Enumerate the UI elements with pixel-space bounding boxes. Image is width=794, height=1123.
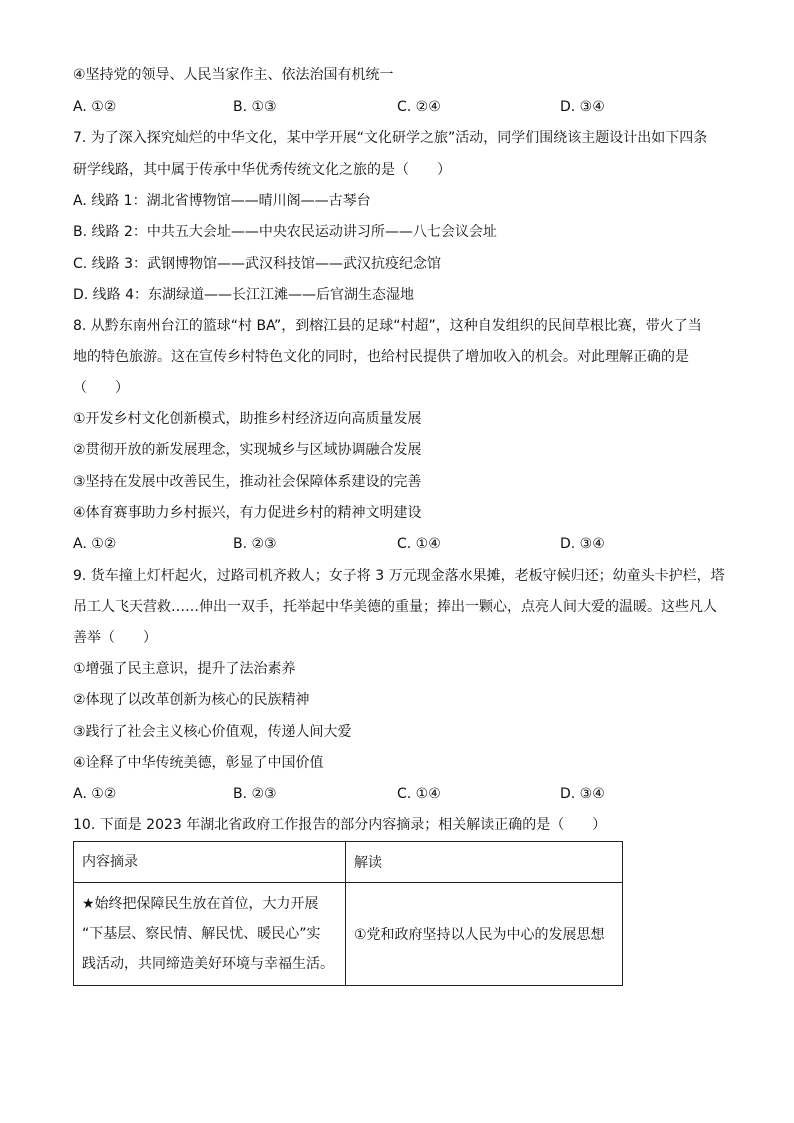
q8-item-4: ④体育赛事助力乡村振兴，有力促进乡村的精神文明建设 [73,505,422,521]
q6-option-d[interactable]: D. ③④ [560,99,605,115]
q9-item-4: ④诠释了中华传统美德，彰显了中国价值 [73,755,324,771]
q10-stem: 10. 下面是 2023 年湖北省政府工作报告的部分内容摘录；相关解读正确的是（ ） [73,817,607,833]
q8-options [73,534,713,554]
q6-option-c[interactable]: C. ②④ [397,99,441,115]
q8-stem-line-2: 地的特色旅游。这在宣传乡村特色文化的同时，也给村民提供了增加收入的机会。对此理解正确的是 [73,349,689,365]
q7-choice-c[interactable]: C. 线路 3：武钢博物馆——武汉科技馆——武汉抗疫纪念馆 [73,256,442,272]
q8-stem-line-1: 8. 从黔东南州台江的篮球“村 BA”，到榕江县的足球“村超”，这种自发组织的民间草根比赛，带火了当 [73,318,702,334]
q8-item-3: ③坚持在发展中改善民生，推动社会保障体系建设的完善 [73,474,422,490]
q9-option-c[interactable]: C. ①④ [397,786,441,802]
q9-stem-line-2: 吊工人飞天营救……伸出一双手，托举起中华美德的重量；捧出一颗心，点亮人间大爱的温暖。这些凡人 [73,599,717,615]
q10-table-excerpt [74,883,346,986]
q9-stem-line-1: 9. 货车撞上灯杆起火，过路司机齐救人；女子将 3 万元现金落水果摊，老板守候归还；幼童头卡护栏，塔 [73,568,725,584]
q9-option-d[interactable]: D. ③④ [560,786,605,802]
q7-choice-b[interactable]: B. 线路 2：中共五大会址——中央农民运动讲习所——八七会议会址 [73,224,497,240]
q8-item-1: ①开发乡村文化创新模式，助推乡村经济迈向高质量发展 [73,411,422,427]
q10-table-header-excerpt: 内容摘录 [74,842,346,883]
q8-option-c[interactable]: C. ①④ [397,536,441,552]
q10-excerpt-line-2: “下基层、察民情、解民忧、暖民心”实 [82,926,321,942]
q9-item-3: ③践行了社会主义核心价值观，传递人间大爱 [73,724,352,740]
q10-table-header-interpretation: 解读 [346,842,623,883]
q9-stem-line-3: 善举（ ） [73,630,157,646]
q8-stem-line-3: （ ） [73,380,129,396]
q9-item-1: ①增强了民主意识，提升了法治素养 [73,661,296,677]
q7-stem-line-2: 研学线路，其中属于传承中华优秀传统文化之旅的是（ ） [73,162,451,178]
q8-option-d[interactable]: D. ③④ [560,536,605,552]
q8-option-a[interactable]: A. ①② [73,536,117,552]
q7-choice-d[interactable]: D. 线路 4：东湖绿道——长江江滩——后官湖生态湿地 [73,287,415,303]
q8-item-2: ②贯彻开放的新发展理念，实现城乡与区域协调融合发展 [73,442,422,458]
q9-option-b[interactable]: B. ②③ [233,786,277,802]
q10-excerpt-line-3: 践活动，共同缔造美好环境与幸福生活。 [82,956,334,972]
q7-stem-line-1: 7. 为了深入探究灿烂的中华文化，某中学开展“文化研学之旅”活动，同学们围绕该主题设计出如下四条 [73,130,708,146]
q6-option-b[interactable]: B. ①③ [233,99,277,115]
q10-table-row [74,883,623,986]
q10-table-interpretation: ①党和政府坚持以人民为中心的发展思想 [346,883,623,986]
q6-options [73,97,713,117]
q6-item-4: ④坚持党的领导、人民当家作主、依法治国有机统一 [73,67,394,83]
q6-option-a[interactable]: A. ①② [73,99,117,115]
q10-table-header-row [74,842,623,883]
q7-choice-a[interactable]: A. 线路 1：湖北省博物馆——晴川阁——古琴台 [73,193,371,209]
q10-table [73,841,623,986]
q9-item-2: ②体现了以改革创新为核心的民族精神 [73,692,310,708]
q9-option-a[interactable]: A. ①② [73,786,117,802]
q8-option-b[interactable]: B. ②③ [233,536,277,552]
q9-options [73,784,713,804]
q10-excerpt-line-1: ★始终把保障民生放在首位，大力开展 [82,896,319,912]
